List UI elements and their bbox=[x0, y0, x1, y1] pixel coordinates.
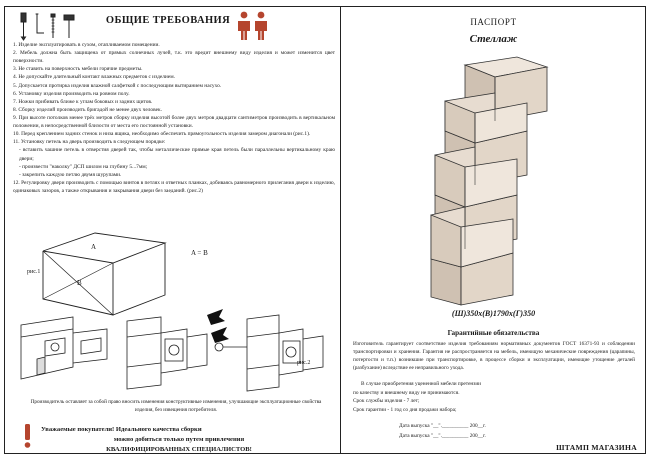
requirement-item: 3. Не ставить на поверхность мебели горячие предметы. bbox=[13, 66, 143, 73]
customer-notice-line: КВАЛИФИЦИРОВАННЫХ СПЕЦИАЛИСТОВ! bbox=[106, 445, 252, 453]
requirement-item: 5. Допускается протирка изделия влажной салфеткой с последующим вытиранием насухо. bbox=[13, 82, 222, 89]
customer-notice-line: Уважаемые покупатели! Идеального качества сборки bbox=[41, 426, 202, 433]
figure-2-label: рис.2 bbox=[297, 360, 311, 366]
warranty-term-line: по качеству и внешнему виду не принимаются. bbox=[353, 389, 460, 396]
requirement-item: 4. Не допускайте длительный контакт влажных предметов с изделием. bbox=[13, 74, 175, 81]
dimensions-label: (Ш)350х(В)1790х(Г)350 bbox=[451, 309, 536, 318]
figure-1-label: рис.1 bbox=[27, 269, 41, 275]
warranty-term-line: В случае приобретения уцененной мебели претензии bbox=[361, 381, 482, 387]
passport-title: ПАСПОРТ bbox=[470, 17, 517, 27]
requirement-subitem: - вставить чашние петель в отверстия дверей так, чтобы металлические прямые края петель были параллельны вертикальному краю двери; bbox=[19, 147, 335, 162]
requirement-item: 1. Изделие эксплуатировать в сухом, отапливаемом помещении. bbox=[13, 42, 160, 48]
warranty-title: Гарантийные обязательства bbox=[447, 329, 540, 337]
warranty-terms bbox=[353, 380, 635, 414]
page-title: ОБЩИЕ ТРЕБОВАНИЯ bbox=[105, 15, 231, 26]
svg-text:B: B bbox=[77, 279, 82, 287]
release-date-line: Дата выпуска "__".__________ 200__г. bbox=[399, 423, 486, 429]
product-name: Стеллаж bbox=[469, 33, 518, 45]
shop-stamp-label: ШТАМП МАГАЗИНА bbox=[556, 443, 637, 452]
warranty-term-line: Срок гарантии - 1 год со дня продажи набора; bbox=[353, 406, 457, 413]
figure-2-diagram bbox=[11, 307, 339, 399]
requirement-subitem: - произвести "наколку" ДСП шилом на глубину 5...7мм; bbox=[19, 163, 148, 170]
a-equals-b-note: A = B bbox=[191, 249, 208, 257]
warranty-body: Изготовитель гарантирует соответствие изделия требованиям нормативных документов ГОСТ 16371-93 и соблюдении транспортировки и хранения. Гарантия не распространяется на мебель, имеющую механические повреждения (царапины, потертости и т.п.) возникшие при транспортировке, в процессе сборки и эксплуатации, имеющие утощение деталей (разбухание) вследствие ее неправильного ухода. bbox=[353, 341, 635, 371]
requirement-item: 11. Установку петель на дверь производить в следующем порядке: bbox=[13, 139, 166, 146]
requirement-item: 10. Перед креплением задних стенок и низа ящика, необходимо обеспечить прямоугольность изделия замером диагонали (рис.1). bbox=[13, 131, 311, 138]
customer-notice bbox=[23, 425, 335, 455]
two-people-icon bbox=[233, 10, 273, 42]
requirement-item: 2. Мебель должна быть защищена от прямых солнечных лучей, т.к. это вредит внешнему виду изделия и может изменится цвет поверхности. bbox=[13, 50, 335, 65]
warranty-term-line: Срок службы изделия - 7 лет; bbox=[353, 398, 420, 405]
right-column bbox=[341, 7, 646, 453]
svg-text:A: A bbox=[91, 243, 97, 251]
requirement-subitem: - закрепить каждую петлю двумя шурупами. bbox=[19, 171, 122, 178]
date-fields bbox=[399, 422, 599, 441]
shelf-illustration bbox=[425, 55, 565, 307]
manufacturer-note: Производитель оставляет за собой право вносить изменения конструктивные изменения, улучшающие эксплуатационные свойства изделия, без извещения потребителя. bbox=[30, 399, 322, 413]
requirements-list bbox=[13, 41, 335, 195]
requirement-item: 12. Регулировку двери производить с помощью винтов в петлях и ответных планках, добиваясь равномерного прилегания двери к изделию, одинаковых зазоров, а также открывания и закрывания двери без заеданий. (рис.2) bbox=[13, 179, 335, 194]
requirement-item: 7. Ножки прибивать ближе к углам боковых и задних щитов. bbox=[13, 98, 153, 105]
tools-icon-group bbox=[17, 11, 81, 41]
release-date-line: Дата выпуска "__".__________ 200__г. bbox=[399, 432, 486, 439]
requirement-item: 6. Установку изделия производить на ровном полу. bbox=[13, 90, 130, 97]
customer-notice-line: можно добиться только путем привлечения bbox=[113, 435, 245, 443]
requirement-item: 9. При высоте потолков менее трёх метров сборку изделия высотой более двух метров двадцати сантиметров производить в вертикальном положении, в непосредственной близости от места его постоянной установки. bbox=[13, 114, 335, 130]
requirement-item: 8. Сборку изделий производить бригадой не менее двух человек. bbox=[13, 106, 163, 113]
left-column bbox=[5, 7, 340, 453]
